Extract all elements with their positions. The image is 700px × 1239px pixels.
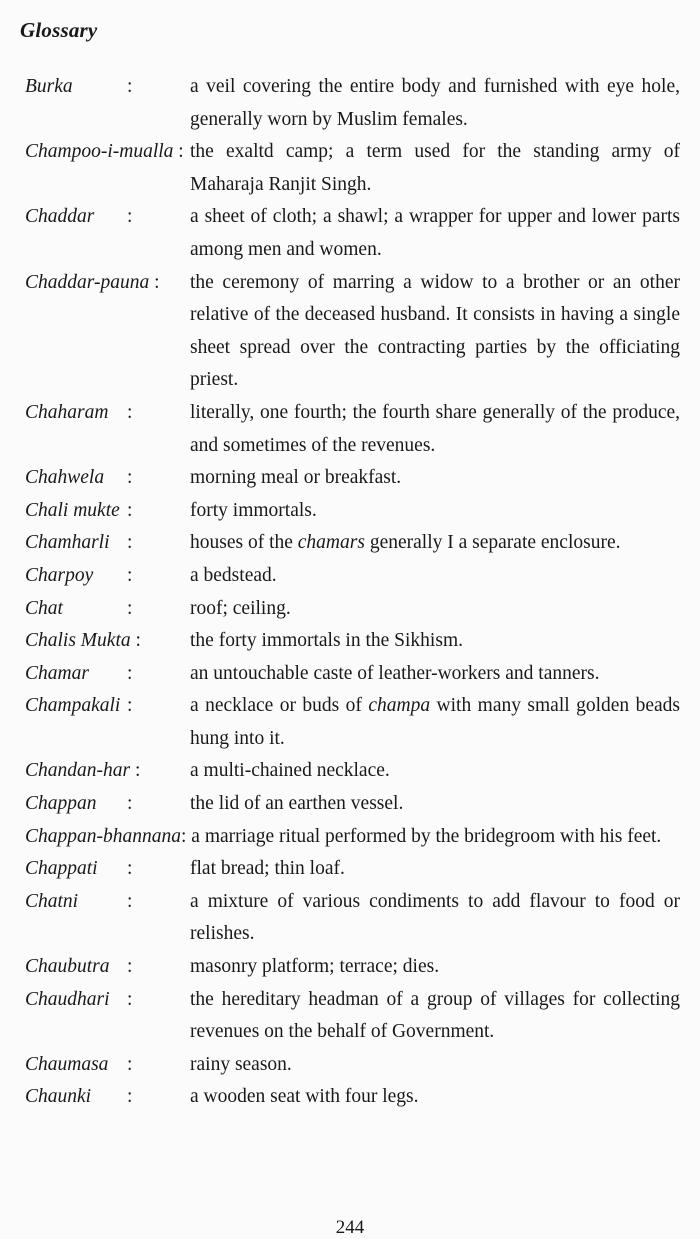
term-cell (25, 658, 127, 691)
definition-segment: a necklace or buds of (190, 695, 369, 717)
term-cell (25, 788, 127, 821)
term-cell (25, 136, 190, 201)
glossary-entry (25, 690, 680, 755)
term-text: Chamharli (25, 532, 110, 554)
definition-segment: a mixture of various condiments to add flavour to food or relishes. (190, 890, 680, 945)
colon-cell (127, 951, 190, 984)
colon-cell (127, 658, 190, 691)
definition-segment: with many small golden beads hung into it. (190, 695, 680, 749)
glossary-entry (25, 462, 680, 495)
term-text: Champakali (25, 695, 121, 717)
glossary-entry (25, 625, 680, 658)
glossary-entry (25, 755, 680, 788)
term-text: Chaunki (25, 1086, 92, 1108)
definition-segment: a marriage ritual performed by the bridegroom with his feet. (191, 825, 662, 847)
glossary-entry (25, 495, 680, 528)
term-text: Chaudhari (25, 988, 110, 1010)
term-cell (25, 1081, 127, 1114)
definition-segment: a wooden seat with four legs. (190, 1086, 419, 1108)
definition-segment: the lid of an earthen vessel. (190, 793, 404, 815)
colon-separator: : (134, 760, 141, 782)
definition-italic-word: champa (368, 695, 431, 717)
definition-text (190, 788, 680, 821)
term-text: Chatni (25, 890, 79, 912)
colon-separator: : (135, 630, 141, 652)
glossary-entry (25, 853, 680, 886)
term-cell (25, 495, 127, 528)
glossary-entry (25, 821, 680, 854)
term-text: Chappan (25, 793, 97, 815)
definition-segment: a veil covering the entire body and furnished with eye hole, generally worn by Muslim females. (190, 76, 680, 130)
colon-cell (127, 886, 190, 951)
definition-segment: houses of the (190, 532, 298, 554)
definition-segment: the exaltd camp; a term used for the standing army of Maharaja Ranjit Singh. (190, 141, 680, 195)
term-text: Chat (25, 597, 63, 619)
definition-text (190, 495, 680, 528)
term-cell (25, 886, 127, 951)
term-text: Champoo-i-mualla (25, 141, 174, 163)
term-cell (25, 625, 190, 658)
glossary-entry (25, 397, 680, 462)
colon-cell (127, 593, 190, 626)
glossary-entry (25, 886, 680, 951)
definition-segment: literally, one fourth; the fourth share generally of the produce, and sometimes of the revenues. (190, 401, 680, 456)
colon-separator: : (127, 597, 133, 619)
colon-cell (127, 527, 190, 560)
term-cell (25, 951, 127, 984)
colon-separator: : (127, 532, 133, 554)
definition-segment: roof; ceiling. (190, 597, 291, 619)
term-text: Chali mukte (25, 499, 120, 521)
term-text: Chandan-har (25, 760, 131, 782)
definition-segment: morning meal or breakfast. (190, 467, 402, 489)
colon-cell (127, 495, 190, 528)
colon-separator: : (181, 825, 187, 847)
definition-text (190, 136, 680, 201)
term-text: Chamar (25, 662, 89, 684)
definition-text (190, 886, 680, 951)
term-cell (25, 201, 127, 266)
definition-segment: masonry platform; terrace; dies. (190, 956, 440, 978)
colon-separator: : (154, 271, 160, 293)
definition-text (190, 658, 680, 691)
definition-text (190, 951, 680, 984)
glossary-entry (25, 951, 680, 984)
definition-text (190, 267, 680, 397)
glossary-entry (25, 984, 680, 1049)
term-cell (25, 755, 190, 788)
definition-segment: a sheet of cloth; a shawl; a wrapper for upper and lower parts among men and women. (190, 206, 680, 260)
definition-italic-word: chamars (297, 532, 365, 554)
term-text: Chaharam (25, 401, 109, 423)
definition-text (190, 593, 680, 626)
definition-text (190, 853, 680, 886)
definition-segment: rainy season. (190, 1053, 292, 1075)
definition-text (190, 690, 680, 755)
colon-cell (127, 462, 190, 495)
term-text: Chaddar (25, 206, 95, 228)
glossary-entry (25, 267, 680, 397)
glossary-entry (25, 1081, 680, 1114)
glossary-heading: Glossary (20, 18, 98, 42)
term-cell (25, 527, 127, 560)
colon-cell (127, 1081, 190, 1114)
colon-cell (127, 71, 190, 136)
term-text: Chalis Mukta (25, 630, 131, 652)
definition-text (190, 755, 680, 788)
definition-segment: forty immortals. (190, 499, 317, 521)
term-text: Chaubutra (25, 956, 110, 978)
glossary-entry (25, 201, 680, 266)
glossary-entry (25, 527, 680, 560)
term-cell (25, 984, 127, 1049)
term-cell (25, 397, 127, 462)
definition-segment: flat bread; thin loaf. (190, 858, 345, 880)
definition-text (190, 397, 680, 462)
colon-separator: : (127, 956, 133, 978)
definition-segment: an untouchable caste of leather-workers and tanners. (190, 662, 600, 684)
term-text: Chahwela (25, 467, 105, 489)
colon-separator: : (127, 662, 133, 684)
term-cell (25, 560, 127, 593)
definition-segment: the ceremony of marring a widow to a brother or an other relative of the deceased husband. It consists in having a single sheet spread over the contracting parties by the officiating priest. (190, 271, 680, 391)
term-cell (25, 267, 190, 397)
definition-text (190, 625, 680, 658)
colon-separator: : (127, 564, 133, 586)
colon-separator: : (127, 206, 133, 228)
colon-separator: : (127, 401, 133, 423)
colon-separator: : (127, 499, 133, 521)
colon-separator: : (127, 467, 133, 489)
term-cell (25, 71, 127, 136)
term-cell (25, 853, 127, 886)
term-cell (25, 690, 127, 755)
term-cell (25, 1049, 127, 1082)
glossary-entry (25, 560, 680, 593)
definition-segment: a multi-chained necklace. (190, 760, 390, 782)
definition-text (190, 1081, 680, 1114)
colon-separator: : (127, 858, 133, 880)
definition-text (190, 984, 680, 1049)
glossary-entry (25, 788, 680, 821)
definition-text (190, 527, 680, 560)
colon-separator: : (178, 141, 184, 163)
definition-text (190, 560, 680, 593)
colon-cell (127, 788, 190, 821)
glossary-entry (25, 136, 680, 201)
definition-text (190, 462, 680, 495)
term-text: Burka (25, 76, 73, 97)
colon-separator: : (127, 695, 133, 717)
term-text: Charpoy (25, 564, 94, 586)
colon-cell (127, 201, 190, 266)
glossary-entry (25, 1049, 680, 1082)
colon-separator: : (127, 890, 133, 912)
colon-cell (127, 1049, 190, 1082)
term-text: Chappan-bhannana (25, 825, 181, 847)
definition-text (190, 71, 680, 136)
colon-cell (127, 560, 190, 593)
page-number: 244 (335, 1217, 365, 1238)
colon-cell (127, 984, 190, 1049)
colon-separator: : (127, 1053, 133, 1075)
glossary-list (25, 71, 680, 1114)
colon-cell (127, 397, 190, 462)
term-cell (25, 593, 127, 626)
colon-separator: : (127, 1086, 133, 1108)
glossary-entry (25, 593, 680, 626)
term-text: Chappati (25, 858, 98, 880)
definition-segment: a bedstead. (190, 564, 277, 586)
colon-separator: : (127, 988, 133, 1010)
definition-segment: the hereditary headman of a group of villages for collecting revenues on the behalf of Government. (190, 988, 680, 1043)
definition-text (25, 821, 680, 854)
term-text: Chaumasa (25, 1053, 109, 1075)
colon-cell (127, 853, 190, 886)
definition-text (190, 201, 680, 266)
glossary-entry (25, 71, 680, 136)
colon-cell (127, 690, 190, 755)
definition-segment: the forty immortals in the Sikhism. (190, 630, 463, 652)
colon-separator: : (127, 793, 133, 815)
term-text: Chaddar-pauna (25, 271, 150, 293)
term-cell (25, 462, 127, 495)
definition-text (190, 1049, 680, 1082)
colon-separator: : (127, 76, 133, 97)
definition-segment: generally I a separate enclosure. (364, 532, 621, 554)
glossary-entry (25, 658, 680, 691)
